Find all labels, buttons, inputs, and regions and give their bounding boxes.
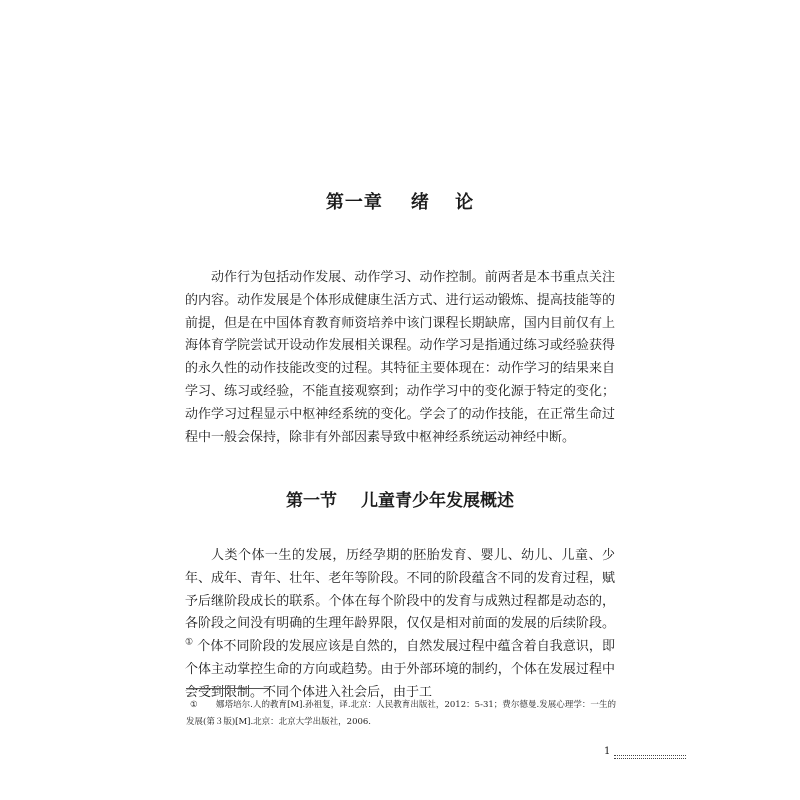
intro-paragraph: 动作行为包括动作发展、动作学习、动作控制。前两者是本书重点关注的内容。动作发展是个体形成健康生活方式、进行运动锻炼、提高技能等的前提，但是在中国体育教育师资培养中该门课程长期缺席，国内目前仅有上海体育学院尝试开设动作发展相关课程。动作学习是指通过练习或经验获得的永久性的动作技能改变的过程。其特征主要体现在：动作学习的结果来自学习、练习或经验，不能直接观察到；动作学习中的变化源于特定的变化；动作学习过程显示中枢神经系统的变化。学会了的动作技能，在正常生命过程中一般会保持，除非有外部因素导致中枢神经系统运动神经中断。: [185, 270, 615, 445]
footnote-reference[interactable]: ①: [185, 637, 194, 648]
page-number: 1: [604, 746, 611, 757]
chapter-number: 第一章: [325, 192, 383, 213]
body-text-block: [185, 545, 615, 705]
intro-text-block: [185, 267, 615, 449]
footnote-divider: [186, 688, 270, 689]
section-number: 第一节: [286, 491, 337, 511]
body-paragraph: [185, 545, 615, 705]
chapter-name: 绪 论: [410, 192, 475, 213]
chapter-title: [0, 188, 800, 214]
section-title: [0, 486, 800, 511]
footnote: [186, 697, 616, 731]
body-paragraph-part1: 人类个体一生的发展，历经孕期的胚胎发育、婴儿、幼儿、儿童、少年、成年、青年、壮年、老年等阶段。不同的阶段蕴含不同的发育过程，赋予后继阶段成长的联系。个体在每个阶段中的发育与成熟过程都是动态的，各阶段之间没有明确的生理年龄界限，仅仅是相对前面的发展的后续阶段。: [185, 548, 615, 632]
section-name: 儿童青少年发展概述: [361, 491, 514, 511]
footnote-marker: ①: [190, 700, 198, 710]
body-paragraph-part2: 个体不同阶段的发展应该是自然的，自然发展过程中蕴含着自我意识，即个体主动掌控生命的方向或趋势。由于外部环境的制约，个体在发展过程中会受到限制。不同个体进入社会后，由于工: [185, 639, 615, 700]
footnote-text: 娜塔培尔.人的教育[M].孙祖复，译.北京：人民教育出版社，2012：5-31；费尔德曼.发展心理学：一生的发展(第３版)[M].北京：北京大学出版社，2006.: [186, 700, 616, 727]
page-number-rule: [614, 755, 686, 759]
